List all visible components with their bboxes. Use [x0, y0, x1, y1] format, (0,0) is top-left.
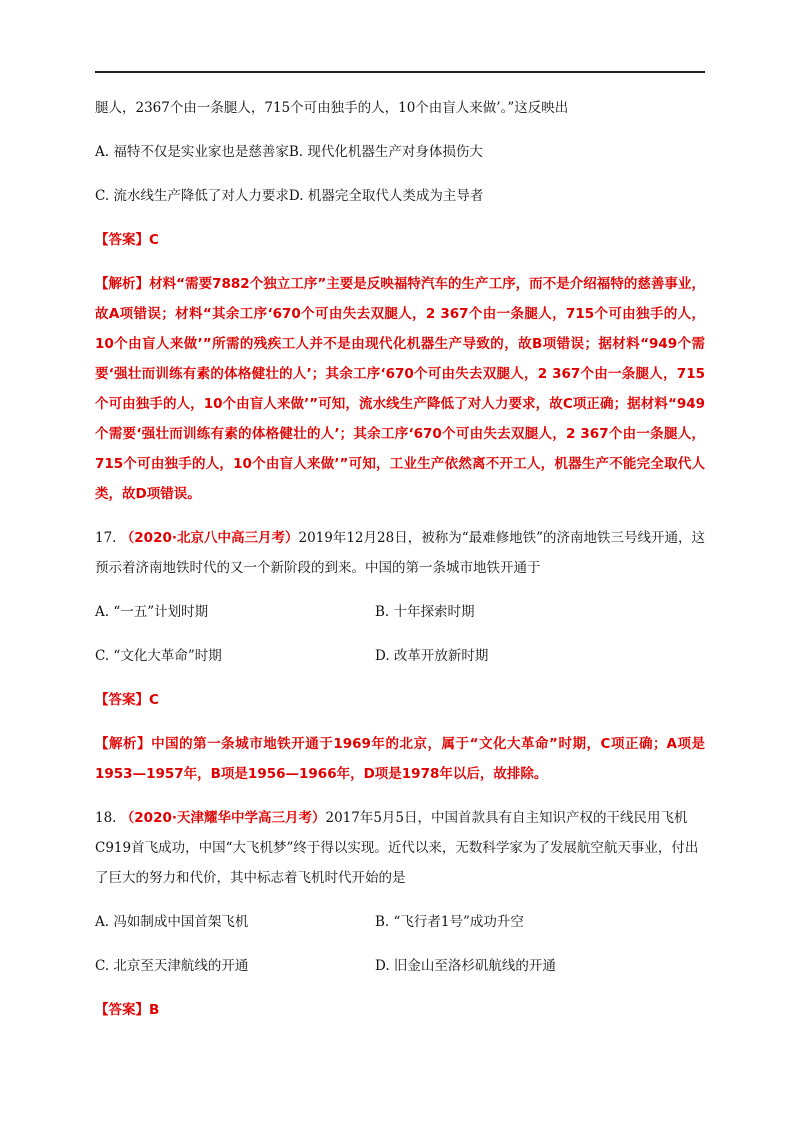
page-content: [95, 93, 705, 1025]
question-number: 17.: [95, 530, 117, 546]
analysis-16: 【解析】材料“需要7882个独立工序”主要是反映福特汽车的生产工序，而不是介绍福特的慈善事业，故A项错误；材料“其余工序‘670个可由失去双腿人，2 367个由一条腿人，715个可由独手的人，10个由盲人来做’”所需的残疾工人并不是由现代化机器生产导致的，故B项错误；据材料“949个需要‘强壮而训练有素的体格健壮的人’；其余工序‘670个可由失去双腿人，2 367个由一条腿人，715个可由独手的人，10个由盲人来做’”可知，流水线生产降低了对人力要求，故C项正确；据材料“949个需要‘强壮而训练有素的体格健壮的人’；其余工序‘670个可由失去双腿人，2 367个由一条腿人，715个可由独手的人，10个由盲人来做’”可知，工业生产依然离不开工人，机器生产不能完全取代人类，故D项错误。: [95, 276, 705, 502]
question-source: （2020·北京八中高三月考）: [120, 530, 299, 546]
analysis-17: 【解析】中国的第一条城市地铁开通于1969年的北京，属于“文化大革命”时期，C项正确；A项是1953—1957年，B项是1956—1966年，D项是1978年以后，故排除。: [95, 736, 705, 782]
question-stem: 2019年12月28日，被称为“最难修地铁”的济南地铁三号线开通，这预示着济南地铁时代的又一个新阶段的到来。中国的第一条城市地铁开通于: [95, 530, 705, 576]
options-row: [95, 641, 705, 671]
question-number: 18.: [95, 810, 117, 826]
option-a: A. “一五”计划时期: [95, 604, 209, 620]
options-row: [95, 597, 705, 627]
question-17: [95, 523, 705, 583]
option-c: C. 北京至天津航线的开通: [95, 958, 249, 974]
question-source: （2020·天津耀华中学高三月考）: [120, 810, 326, 826]
question-stem: 2017年5月5日，中国首款具有自主知识产权的干线民用飞机C919首飞成功，中国“大飞机梦”终于得以实现。近代以来，无数科学家为了发展航空航天事业，付出了巨大的努力和代价，其中标志着飞机时代开始的是: [95, 810, 699, 886]
option-c: C. “文化大革命”时期: [95, 648, 222, 664]
header-rule: [95, 71, 705, 73]
option-b: B. 十年探索时期: [375, 604, 475, 620]
option-d: D. 改革开放新时期: [375, 648, 489, 664]
option-d: D. 旧金山至洛杉矶航线的开通: [375, 958, 556, 974]
option-row-ab: A. 福特不仅是实业家也是慈善家B. 现代化机器生产对身体损伤大: [95, 144, 483, 160]
question-18: [95, 803, 705, 893]
question-continuation: 腿人，2367个由一条腿人，715个可由独手的人，10个由盲人来做’。”这反映出: [95, 100, 569, 116]
options-row: [95, 951, 705, 981]
option-row-cd: C. 流水线生产降低了对人力要求D. 机器完全取代人类成为主导者: [95, 188, 484, 204]
option-b: B. “飞行者1号”成功升空: [375, 914, 524, 930]
answer-16: 【答案】C: [95, 232, 159, 248]
options-row: [95, 907, 705, 937]
option-a: A. 冯如制成中国首架飞机: [95, 914, 249, 930]
answer-18: 【答案】B: [95, 1002, 160, 1018]
answer-17: 【答案】C: [95, 692, 159, 708]
